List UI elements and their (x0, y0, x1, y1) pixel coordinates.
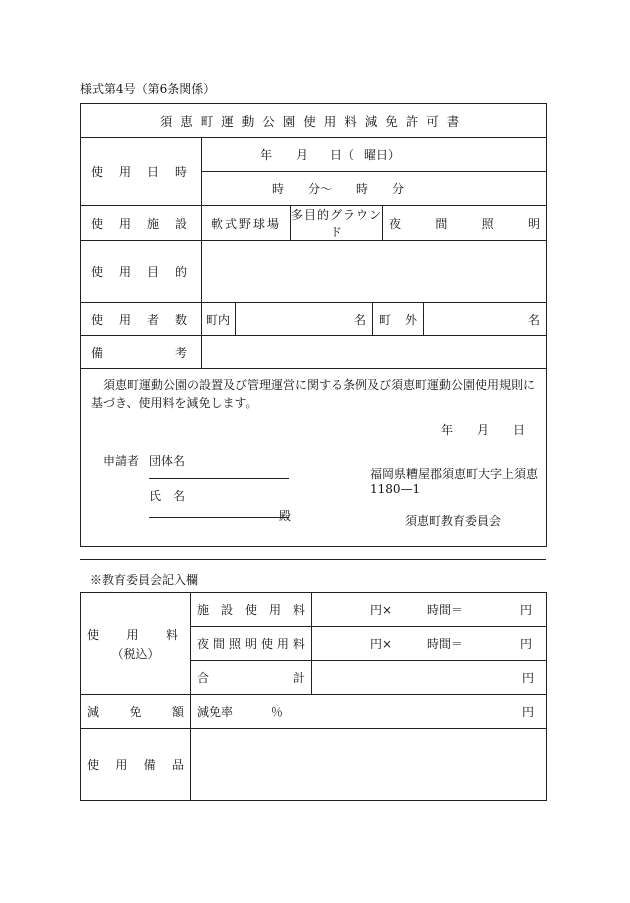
usage-date-label-cell (81, 138, 202, 206)
facility-label-cell (81, 206, 202, 241)
facility-baseball-label: 軟式野球場 (210, 216, 281, 231)
total-label-cell (191, 661, 312, 695)
lighting-fee-hours-eq: 時間＝ (427, 637, 464, 651)
permit-form-table (80, 103, 547, 547)
inside-town-label: 町内 (202, 303, 236, 336)
facility-fee-label-cell (191, 593, 312, 627)
form-number: 様式第4号（第6条関係） (80, 82, 216, 96)
applicant-name-label: 氏 名 (149, 489, 186, 503)
users-label: 使 用 者 数 (91, 312, 187, 327)
facility-ground-label: 多目的グラウンド (291, 208, 383, 239)
outside-town-label: 町 外 (379, 312, 417, 327)
outside-town-label-cell (373, 303, 424, 336)
equipment-label-cell (81, 729, 191, 801)
issuer-address-number: 1180—1 (370, 482, 421, 496)
lighting-fee-label: 夜 間 照 明 使 用 料 (197, 637, 305, 651)
fee-label-cell (81, 593, 191, 695)
outside-town-count-field[interactable] (424, 303, 547, 336)
issue-date (441, 421, 525, 438)
purpose-field[interactable] (202, 241, 547, 303)
issue-month-label: 月 (477, 423, 490, 437)
lighting-fee-yen: 円 (520, 637, 533, 651)
weekday-label: 曜日） (364, 148, 401, 162)
remarks-field[interactable] (202, 336, 547, 369)
permit-statement-cell (81, 369, 547, 547)
honorific-label: 殿 (279, 509, 292, 523)
exemption-label: 減 免 額 (87, 705, 184, 719)
issue-year-label: 年 (441, 423, 454, 437)
total-yen: 円 (521, 671, 534, 685)
equipment-label: 使 用 備 品 (87, 758, 184, 772)
remarks-label: 備 考 (91, 345, 187, 360)
form-title (81, 104, 547, 138)
applicant-label: 申請者 (103, 454, 140, 468)
start-minute-label: 分〜 (308, 182, 333, 196)
fee-label: 使 用 料 (87, 627, 178, 642)
lighting-fee-label-cell (191, 627, 312, 661)
exemption-label-cell (81, 695, 191, 729)
total-label: 合 計 (197, 671, 305, 685)
end-minute-label: 分 (392, 182, 405, 196)
lighting-fee-field[interactable] (312, 627, 547, 661)
facility-fee-label: 施 設 使 用 料 (197, 603, 305, 617)
outside-town-unit: 名 (528, 312, 541, 327)
facility-fee-field[interactable] (312, 593, 547, 627)
remarks-label-cell (81, 336, 202, 369)
facility-fee-yen-times: 円× (370, 603, 393, 617)
committee-section-heading: ※教育委員会記入欄 (90, 573, 199, 587)
exemption-yen: 円 (521, 705, 534, 719)
exemption-field[interactable] (191, 695, 547, 729)
equipment-field[interactable] (191, 729, 547, 801)
issue-day-label: 日 (513, 423, 526, 437)
facility-lighting-label: 夜 間 照 明 (389, 216, 540, 231)
lighting-fee-yen-times: 円× (370, 637, 393, 651)
purpose-label: 使 用 目 的 (91, 265, 187, 279)
total-field[interactable] (312, 661, 547, 695)
facility-option-baseball[interactable] (202, 206, 291, 241)
facility-label: 使 用 施 設 (91, 216, 187, 231)
form-title-text: 須恵町運動公園使用料減免許可書 (159, 113, 468, 129)
facility-option-lighting[interactable] (383, 206, 547, 241)
org-name-label: 団体名 (149, 454, 186, 468)
usage-date-field[interactable] (202, 138, 547, 172)
section-divider (80, 559, 546, 560)
year-label: 年 (260, 148, 273, 162)
facility-fee-yen: 円 (520, 603, 533, 617)
day-label: 日（ (330, 148, 355, 162)
fee-tax-note: （税込） (111, 646, 160, 661)
users-label-cell (81, 303, 202, 336)
permit-statement-text: 須恵町運動公園の設置及び管理運営に関する条例及び須恵町運動公園使用規則に基づき、使用料を減免します。 (91, 378, 536, 410)
usage-date-label: 使 用 日 時 (91, 165, 187, 179)
exemption-percent: ％ (270, 705, 283, 719)
month-label: 月 (296, 148, 309, 162)
inside-town-unit: 名 (353, 312, 366, 327)
usage-time-field[interactable] (202, 172, 547, 206)
end-hour-label: 時 (356, 182, 369, 196)
start-hour-label: 時 (272, 182, 285, 196)
applicant-name-line[interactable] (149, 516, 289, 518)
facility-fee-hours-eq: 時間＝ (427, 603, 464, 617)
inside-town-count-field[interactable] (236, 303, 373, 336)
purpose-label-cell (81, 241, 202, 303)
facility-option-ground[interactable] (291, 206, 383, 241)
committee-table (80, 592, 547, 801)
issuer-name: 須恵町教育委員会 (405, 514, 502, 528)
org-name-line[interactable] (149, 477, 289, 479)
issuer-address: 福岡県糟屋郡須恵町大字上須恵 (370, 467, 539, 481)
exemption-rate-label: 減免率 (197, 705, 234, 719)
